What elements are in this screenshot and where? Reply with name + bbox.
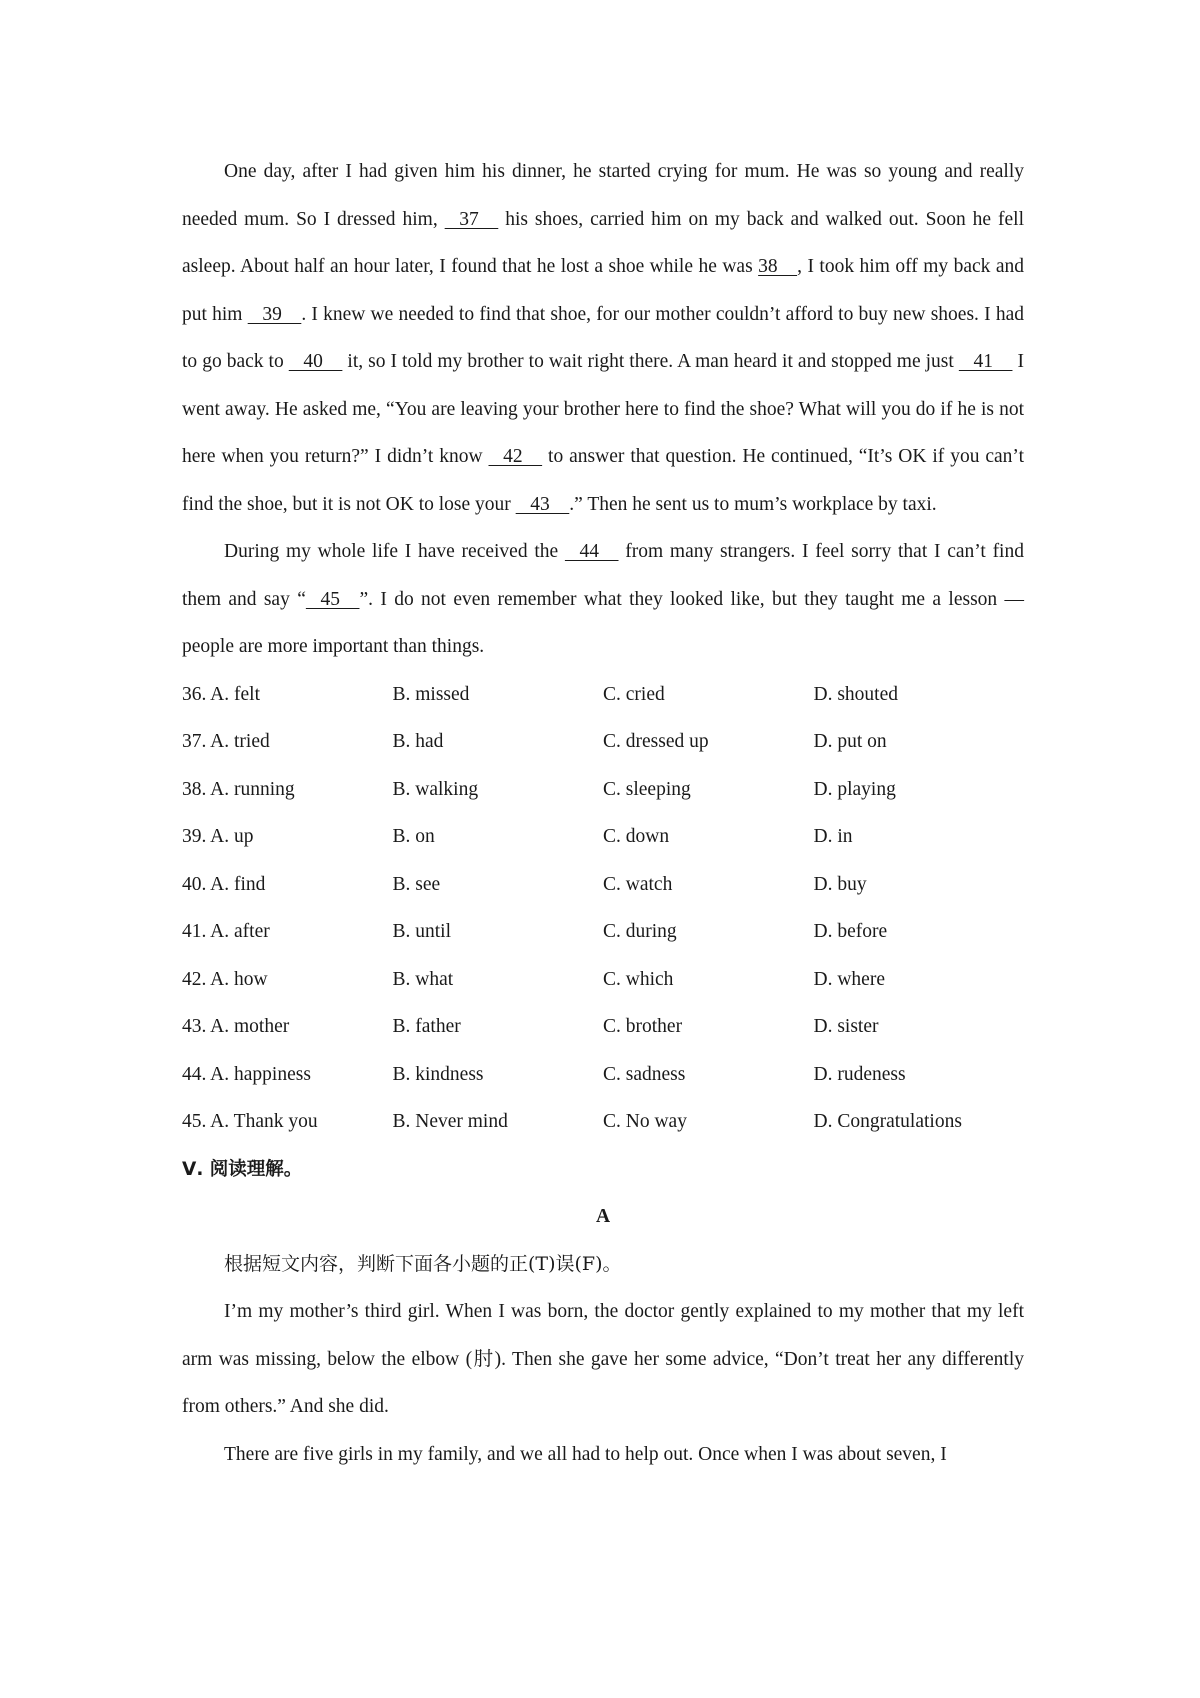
option-b: B. had: [392, 731, 444, 752]
option-d: D. sister: [813, 1016, 879, 1037]
option-b: B. kindness: [392, 1063, 484, 1085]
option-c: C. sleeping: [603, 778, 691, 800]
blank-44: 44: [564, 541, 619, 562]
option-row: [182, 766, 1024, 814]
option-row: [182, 956, 1024, 1004]
option-a: 40. A. find: [182, 873, 266, 895]
option-a: 37. A. tried: [182, 731, 270, 752]
reading-paragraph-2: There are five girls in my family, and we all had to help out. Once when I was about seven, I: [224, 1443, 947, 1465]
blank-40: 40: [288, 351, 343, 372]
blank-39: 39: [247, 303, 302, 325]
blank-45: 45: [305, 588, 360, 610]
option-d: D. Congratulations: [813, 1111, 962, 1132]
option-a: 41. A. after: [182, 921, 270, 942]
text: from many strangers. I feel sorry that I can’t find them and say “: [182, 541, 1024, 610]
option-row: [182, 718, 1024, 766]
option-d: D. where: [813, 968, 885, 990]
option-a: 44. A. happiness: [182, 1063, 311, 1085]
option-a: 42. A. how: [182, 968, 268, 990]
option-d: D. shouted: [813, 683, 898, 705]
option-d: D. buy: [813, 873, 867, 895]
blank-38: 38: [758, 256, 798, 277]
text: his shoes, carried him on my back and walked out. Soon he fell asleep. About half an hour later, I found that he lost a shoe while he was: [182, 208, 1024, 277]
option-d: D. rudeness: [813, 1063, 906, 1085]
option-a: 45. A. Thank you: [182, 1111, 318, 1132]
option-b: B. what: [392, 968, 454, 990]
option-c: C. down: [603, 826, 670, 847]
text: to answer that question. He continued, “It’s OK if you can’t find the shoe, but it is not OK to lose your: [182, 446, 1024, 515]
option-row: [182, 1003, 1024, 1051]
option-c: C. which: [603, 968, 674, 990]
option-b: B. missed: [392, 683, 470, 705]
option-b: B. Never mind: [392, 1111, 508, 1132]
option-b: B. see: [392, 873, 441, 895]
option-c: C. sadness: [603, 1063, 686, 1085]
text: . I knew we needed to find that shoe, for our mother couldn’t afford to buy new shoes. I had to go back to: [182, 303, 1024, 372]
section-heading: Ⅴ. 阅读理解。: [182, 1158, 303, 1180]
option-row: [182, 908, 1024, 956]
text: .” Then he sent us to mum’s workplace by taxi.: [569, 493, 937, 515]
text: it, so I told my brother to wait right there. A man heard it and stopped me just: [342, 351, 959, 372]
blank-43: 43: [515, 493, 570, 515]
option-d: D. put on: [813, 731, 887, 752]
text: During my whole life I have received the: [224, 541, 565, 562]
reading-paragraph-1: I’m my mother’s third girl. When I was born, the doctor gently explained to my mother that my left arm was missing, below the elbow (肘). Then she gave her some advice, “Don’t treat her any differently from others.” And she did.: [182, 1301, 1024, 1417]
blank-41: 41: [958, 351, 1013, 372]
option-a: 43. A. mother: [182, 1016, 290, 1037]
blank-37: 37: [444, 208, 499, 230]
part-title: A: [595, 1206, 611, 1227]
text: One day, after I had given him his dinner, he started crying for mum. He was so young and really needed mum. So I dressed him,: [182, 161, 1024, 230]
option-b: B. father: [392, 1016, 461, 1037]
option-c: C. dressed up: [603, 731, 709, 752]
option-row: [182, 1098, 1024, 1146]
options-list: [182, 671, 1024, 1146]
option-row: [182, 861, 1024, 909]
option-row: [182, 1051, 1024, 1099]
option-row: [182, 813, 1024, 861]
option-d: D. playing: [813, 778, 896, 800]
option-b: B. on: [392, 826, 435, 847]
option-a: 38. A. running: [182, 778, 295, 800]
blank-42: 42: [488, 446, 543, 467]
exam-page: [182, 148, 1024, 1478]
option-c: C. cried: [603, 683, 665, 705]
option-b: B. until: [392, 921, 452, 942]
text: , I took him off my back and put him: [182, 256, 1024, 325]
option-b: B. walking: [392, 778, 479, 800]
cloze-paragraph-2: [182, 528, 1024, 671]
text: ”. I do not even remember what they looked like, but they taught me a lesson — people are more important than things.: [182, 588, 1025, 657]
option-d: D. before: [813, 921, 888, 942]
option-row: [182, 671, 1024, 719]
text: I went away. He asked me, “You are leaving your brother here to find the shoe? What will you do if he is not here when you return?” I didn’t know: [182, 351, 1024, 467]
option-c: C. watch: [603, 873, 673, 895]
option-c: C. brother: [603, 1016, 683, 1037]
cloze-paragraph-1: [182, 148, 1024, 528]
option-c: C. during: [603, 921, 677, 942]
option-d: D. in: [813, 826, 853, 847]
option-a: 39. A. up: [182, 826, 254, 847]
instruction: 根据短文内容，判断下面各小题的正(T)误(F)。: [224, 1252, 622, 1275]
option-c: C. No way: [603, 1111, 687, 1132]
option-a: 36. A. felt: [182, 683, 260, 705]
